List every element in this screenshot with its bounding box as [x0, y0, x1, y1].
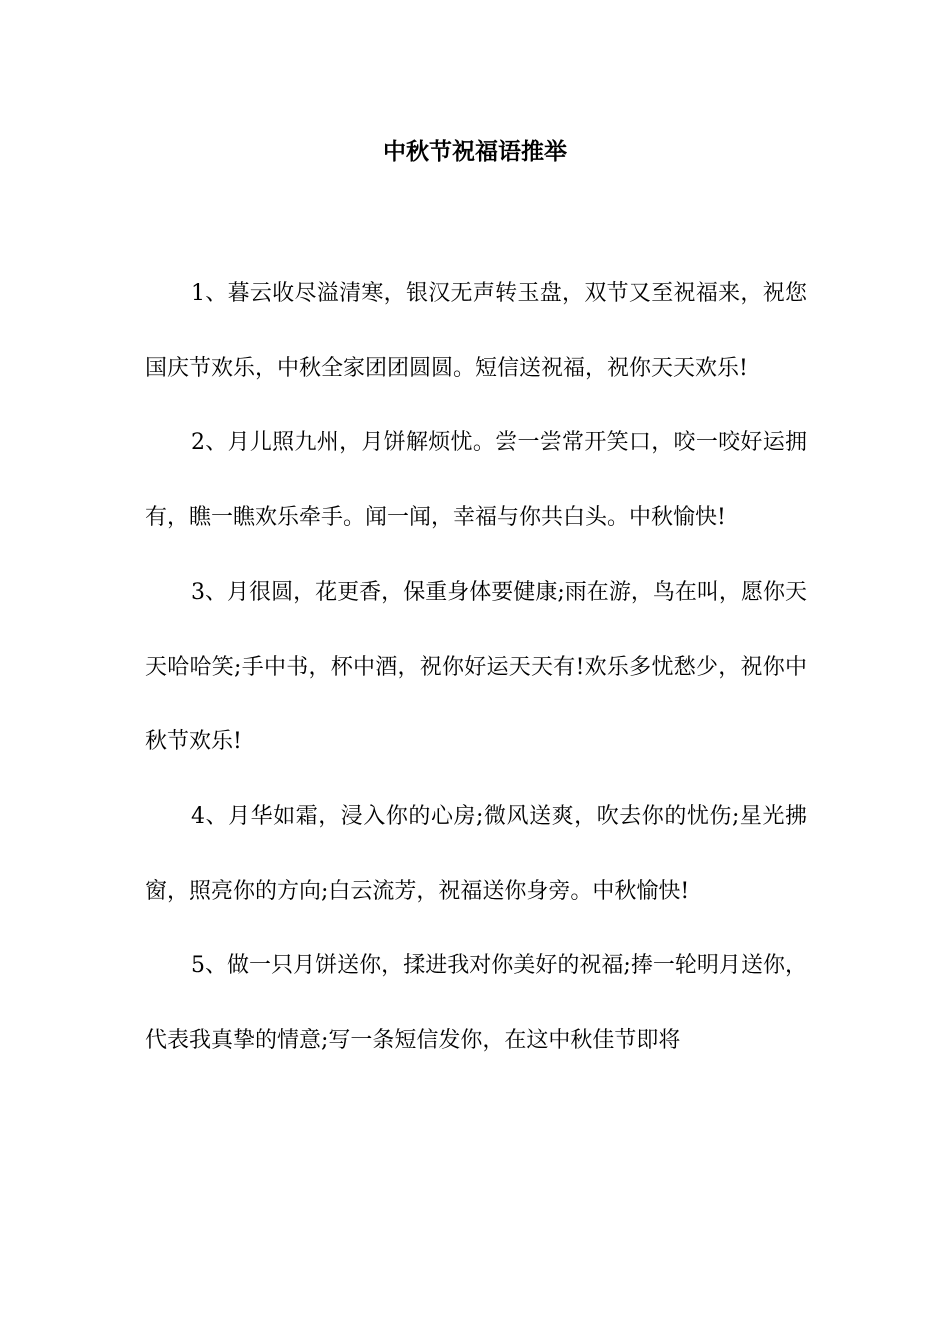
- paragraph-5: 5、做一只月饼送你，揉进我对你美好的祝福;捧一轮明月送你，代表我真挚的情意;写一条短信发你，在这中秋佳节即将: [145, 953, 807, 1054]
- paragraph-4: 4、月华如霜，浸入你的心房;微风送爽，吹去你的忧伤;星光拂窗，照亮你的方向;白云流芳，祝福送你身旁。中秋愉快!: [145, 803, 807, 904]
- paragraph-3: 3、月很圆，花更香，保重身体要健康;雨在游，鸟在叫，愿你天天哈哈笑;手中书，杯中酒，祝你好运天天有!欢乐多忧愁少，祝你中秋节欢乐!: [145, 579, 807, 755]
- paragraph-1: 1、暮云收尽溢清寒，银汉无声转玉盘，双节又至祝福来，祝您国庆节欢乐，中秋全家团团圆圆。短信送祝福，祝你天天欢乐!: [145, 281, 807, 381]
- document-body: [145, 257, 807, 1079]
- document-title: 中秋节祝福语推举: [383, 139, 567, 165]
- paragraph-2: 2、月儿照九州，月饼解烦忧。尝一尝常开笑口，咬一咬好运拥有，瞧一瞧欢乐牵手。闻一闻，幸福与你共白头。中秋愉快!: [145, 430, 807, 531]
